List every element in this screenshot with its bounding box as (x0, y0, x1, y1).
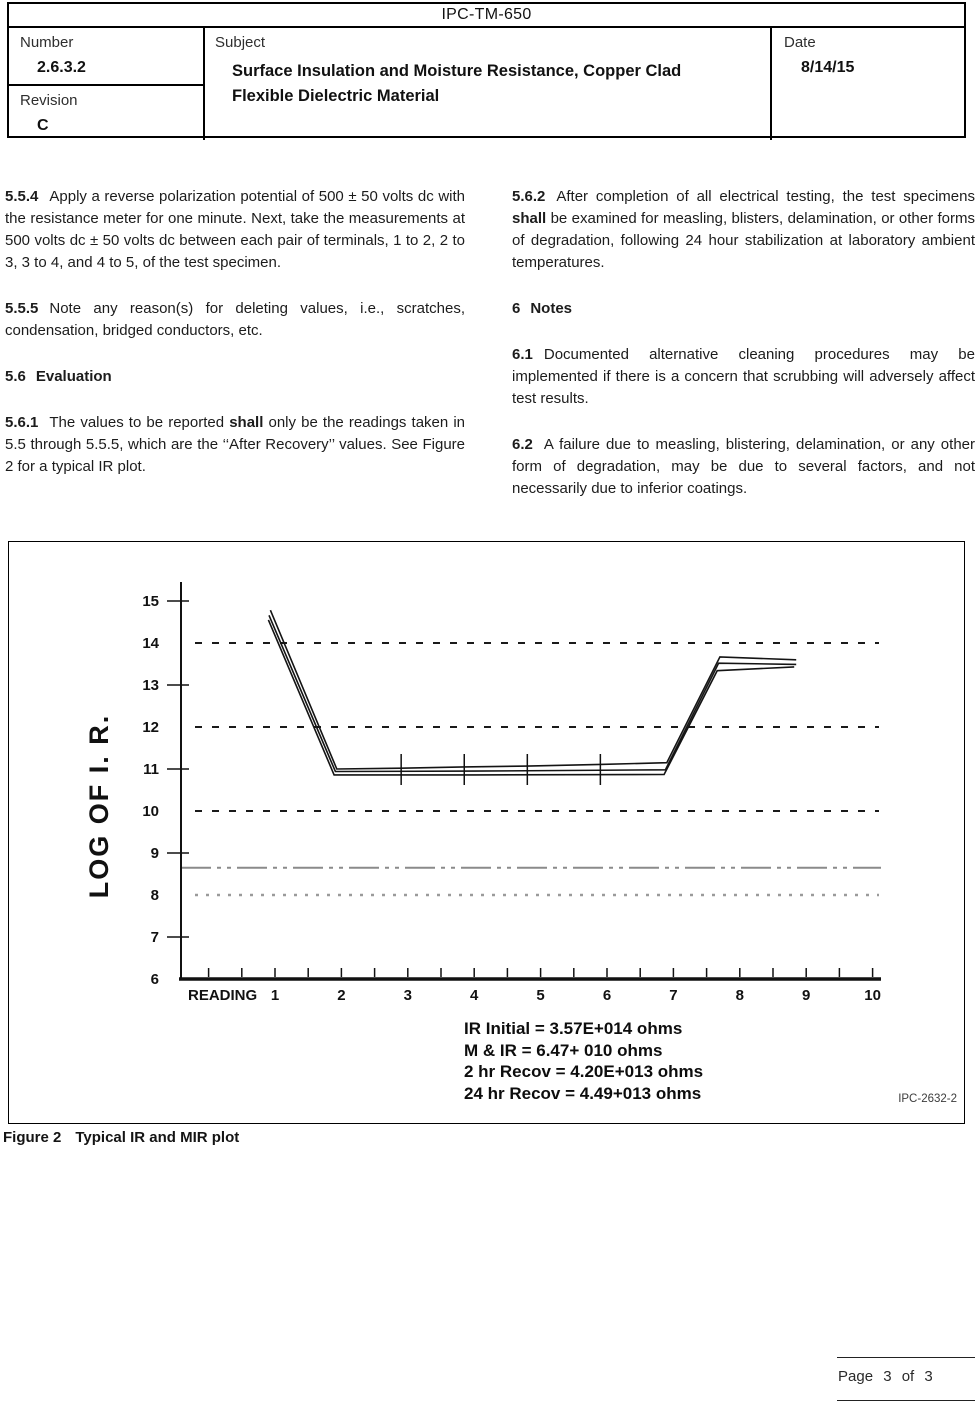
y-tick-label-13: 13 (142, 677, 159, 694)
footer-rule-top (837, 1357, 975, 1358)
section-text: be examined for measling, blisters, delamination, or other forms of degradation, following 24 hour stabilization at laboratory ambient temperatures. (512, 210, 975, 271)
revision-value: C (37, 117, 49, 134)
date-cell (772, 28, 964, 140)
heading-title: Notes (530, 300, 573, 317)
heading-6 (512, 298, 975, 320)
annotation-24hr-recov: 24 hr Recov = 4.49+013 ohms (464, 1083, 702, 1103)
section-number: 6.1 (512, 346, 533, 363)
para-6-2 (512, 434, 975, 500)
annotation-m-and-ir: M & IR = 6.47+ 010 ohms (464, 1040, 663, 1060)
revision-label: Revision (20, 92, 78, 109)
x-tick-label-1: 1 (270, 987, 280, 1004)
shall-emphasis: shall (512, 210, 547, 227)
y-tick-label-14: 14 (142, 635, 159, 652)
x-axis-title: READING (188, 987, 258, 1004)
body-right-column (512, 186, 975, 524)
x-tick-label-7: 7 (669, 987, 678, 1004)
date-value: 8/14/15 (801, 59, 855, 76)
footer-rule-bottom (837, 1400, 975, 1401)
figure-2-box (8, 541, 965, 1124)
series-line-specimen-bottom (268, 620, 794, 775)
subject-line-1: Surface Insulation and Moisture Resistance, Copper Clad (232, 62, 682, 80)
x-tick-label-10: 10 (864, 987, 881, 1004)
revision-cell (9, 86, 203, 140)
section-text: Documented alternative cleaning procedures may be implemented if there is a concern that scrubbing will adversely affect test results. (512, 346, 975, 407)
series-line-specimen-middle (269, 615, 796, 771)
number-label: Number (20, 34, 74, 51)
subject-label: Subject (215, 34, 266, 51)
section-text: The values to be reported (49, 414, 230, 431)
section-number: 5.5.4 (5, 188, 39, 205)
y-tick-label-12: 12 (142, 719, 159, 736)
section-number: 5.6.2 (512, 188, 546, 205)
figure-caption-text: Typical IR and MIR plot (75, 1129, 240, 1146)
para-5-5-5 (5, 298, 465, 342)
figure-caption-label: Figure 2 (3, 1129, 62, 1146)
date-label: Date (784, 34, 816, 51)
section-text: Apply a reverse polarization potential of 500 ± 50 volts dc with the resistance meter for one minute. Next, take the measurements at 500 volts dc ± 50 volts dc between each pair of terminals, 1 to 2, 2 to 3, 3 to 4, and 4 to 5, of the test specimen. (5, 188, 465, 271)
y-tick-label-10: 10 (142, 803, 159, 820)
y-tick-label-9: 9 (150, 845, 159, 862)
heading-title: Evaluation (35, 368, 112, 385)
x-tick-label-2: 2 (337, 987, 346, 1004)
document-title: IPC-TM-650 (9, 4, 964, 28)
para-5-6-1 (5, 412, 465, 478)
x-tick-label-9: 9 (802, 987, 811, 1004)
y-axis-title: LOG OF I. R. (84, 713, 114, 899)
para-6-1 (512, 344, 975, 410)
subject-cell (205, 28, 772, 140)
x-tick-label-8: 8 (735, 987, 744, 1004)
header-table (7, 2, 966, 138)
section-text: A failure due to measling, blistering, delamination, or any other form of degradation, may be due to several factors, and not necessarily due to inferior coatings. (512, 436, 975, 497)
number-cell (9, 28, 203, 86)
para-5-5-4 (5, 186, 465, 274)
shall-emphasis: shall (229, 414, 264, 431)
x-tick-label-3: 3 (403, 987, 412, 1004)
para-5-6-2 (512, 186, 975, 274)
heading-5-6 (5, 366, 465, 388)
x-tick-label-5: 5 (536, 987, 545, 1004)
x-tick-label-6: 6 (602, 987, 612, 1004)
section-text: After completion of all electrical testing, the test specimens (556, 188, 975, 205)
y-tick-label-7: 7 (150, 929, 159, 946)
annotation-ir-initial: IR Initial = 3.57E+014 ohms (464, 1019, 683, 1038)
section-text: only be the readings taken in 5.5 through 5.5.5, which are the ‘‘After Recovery’’ values. See Figure 2 for a typical IR plot. (5, 414, 466, 475)
header-number-revision-column (9, 28, 205, 140)
annotation-2hr-recov: 2 hr Recov = 4.20E+013 ohms (464, 1062, 704, 1081)
heading-number: 5.6 (5, 368, 26, 385)
section-number: 5.6.1 (5, 414, 39, 431)
y-tick-label-8: 8 (150, 887, 159, 904)
x-tick-label-4: 4 (470, 987, 479, 1004)
chart-annotation-block (464, 1018, 703, 1104)
body-left-column (5, 186, 465, 502)
number-value: 2.6.3.2 (37, 59, 86, 76)
section-number: 5.5.5 (5, 300, 39, 317)
subject-line-2: Flexible Dielectric Material (232, 87, 440, 105)
section-text: Note any reason(s) for deleting values, i.e., scratches, condensation, bridged conductors, etc. (5, 300, 465, 339)
y-tick-label-15: 15 (142, 593, 159, 610)
series-line-specimen-top (270, 610, 796, 769)
figure-caption (3, 1129, 239, 1146)
y-tick-label-6: 6 (150, 971, 159, 988)
figure-ipc-code: IPC-2632-2 (898, 1093, 957, 1105)
section-number: 6.2 (512, 436, 533, 453)
page-number: Page 3 of 3 (838, 1368, 933, 1385)
heading-number: 6 (512, 300, 521, 317)
y-tick-label-11: 11 (143, 761, 159, 778)
